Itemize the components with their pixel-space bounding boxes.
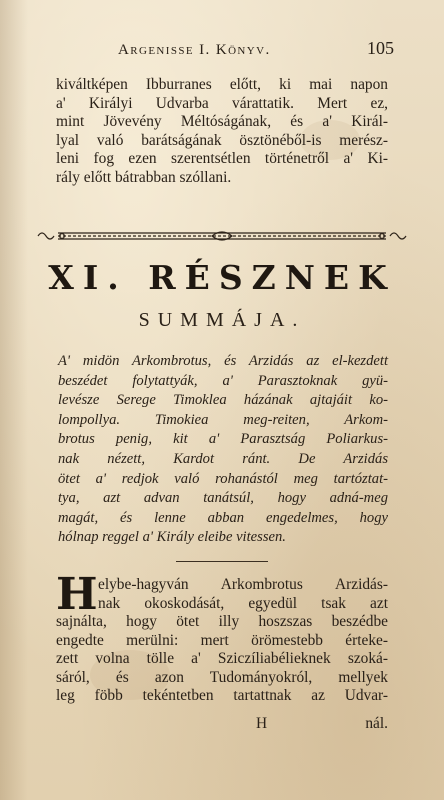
text-line: nak okoskodását, egyedül tsak azt [98, 594, 388, 612]
top-paragraph [56, 76, 388, 187]
chapter-title: XI. RÉSZNEK [48, 258, 396, 297]
catchword: nál. [365, 715, 388, 732]
running-head [0, 38, 444, 62]
decorative-rule-ornament [36, 226, 408, 246]
summary-line: A' midön Arkombrotus, és Arzidás az el-kezdett [58, 353, 388, 369]
summary-line: beszédet folytattyák, a' Parasztoknak gyü- [58, 372, 388, 389]
main-paragraph [56, 576, 388, 706]
summary-line: hólnap reggel a' Király eleibe vitessen. [58, 529, 286, 546]
text-line: rály előtt bátrabban szóllani. [56, 168, 232, 186]
chapter-summary [58, 352, 388, 548]
drop-cap: H [56, 569, 98, 620]
text-line: kiváltképen Ibburranes előtt, ki mai napon [56, 76, 388, 93]
text-line: engedte merülni: mert örömestebb érteke- [56, 631, 388, 649]
summary-line: nak nézett, Kardot ránt. De Arzidás [58, 450, 388, 467]
text-line: a' Királyi Udvarba várattatik. Mert ez, [56, 94, 388, 112]
running-head-title: Argenisse I. Könyv. [118, 42, 271, 58]
text-line: zett volna tölle a' Sziczíliabélieknek szoká- [56, 650, 388, 667]
section-divider [176, 561, 268, 562]
text-line: sáról, és azon Tudományokról, mellyek [56, 668, 388, 686]
summary-line: brotus penig, kit a' Parasztság Poliarkus- [58, 431, 388, 448]
summary-line: tya, azt advan tanátsúl, hogy adná-meg [58, 490, 388, 507]
summary-line: ötet a' redjok való rohanástól meg tartóztat- [58, 470, 388, 487]
text-line: lyal való barátságának ösztönéből-is merész- [56, 131, 388, 149]
text-line: mint Jövevény Méltóságának, és a' Királ- [56, 113, 388, 130]
summary-line: magát, és lenne abban engedelmes, hogy [58, 509, 388, 526]
page-number: 105 [367, 38, 394, 58]
page-footer [56, 715, 388, 735]
text-line: leni fog ezen szerentsétlen történetről a' Ki- [56, 150, 388, 167]
text-line: sajnálta, hogy ötet illy hoszszas beszédbe [56, 613, 388, 630]
text-line: leg föbb tekéntetben tartattnak az Udvar- [56, 687, 388, 704]
gutter-shadow [0, 0, 28, 800]
summary-line: lompollya. Timokiea meg-reiten, Arkom- [58, 411, 388, 428]
chapter-subtitle: SUMMÁJA. [138, 309, 306, 331]
signature-mark: H [256, 715, 268, 732]
summary-line: levésze Serege Timoklea házának ajtajáit ko- [58, 392, 388, 409]
text-line: elybe-hagyván Arkombrotus Arzidás- [98, 576, 388, 593]
